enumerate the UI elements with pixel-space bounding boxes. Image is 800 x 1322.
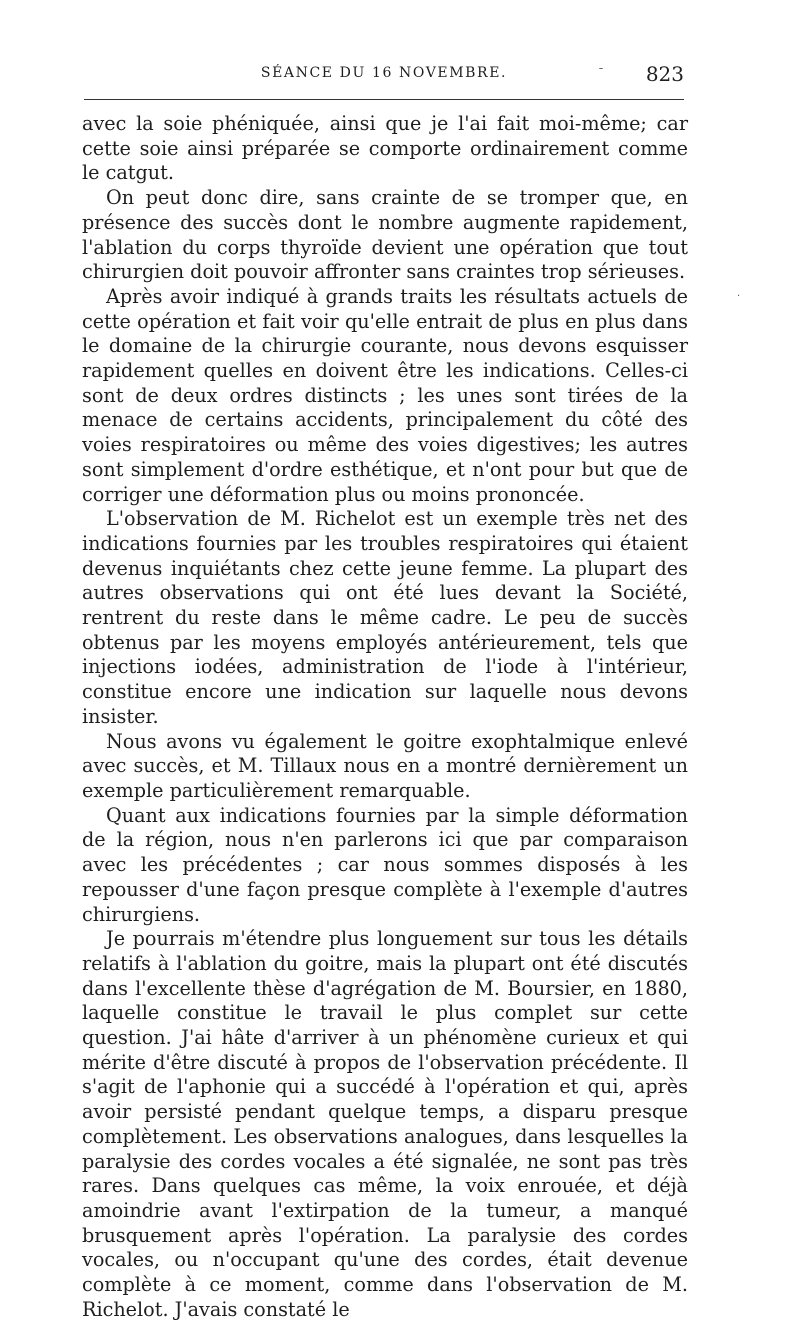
running-title: SÉANCE DU 16 NOVEMBRE.	[260, 65, 508, 81]
paragraph: L'observation de M. Richelot est un exemple très net des indications fournies par les troubles respiratoires qui étaient devenus inquiétants chez cette jeune femme. La plupart des autres observations qui ont été lues devant la Société, rentrent du reste dans le même cadre. Le peu de succès obtenus par les moyens employés antérieurement, tels que injections iodées, administration de l'iode à l'intérieur, constitue encore une indication sur laquelle nous devons insister.	[82, 507, 688, 728]
paragraph: On peut donc dire, sans crainte de se tromper que, en présence des succès dont le nombre augmente rapidement, l'ablation du corps thyroïde devient une opération que tout chirurgien doit pouvoir affronter sans craintes trop sérieuses.	[82, 186, 688, 284]
running-header	[84, 62, 684, 86]
body-text	[82, 112, 688, 1322]
paragraph: Quant aux indications fournies par la simple déformation de la région, nous n'en parlerons ici que par comparaison avec les précédentes ; car nous sommes disposés à les repousser d'une façon presque complète à l'exemple d'autres chirurgiens.	[82, 803, 688, 926]
paragraph: Nous avons vu également le goitre exophtalmique enlevé avec succès, et M. Tillaux nous en a montré dernièrement un exemple particulièrement remarquable.	[82, 729, 688, 802]
page-number: 823	[645, 62, 684, 86]
paragraph: Je pourrais m'étendre plus longuement sur tous les détails relatifs à l'ablation du goitre, mais la plupart ont été discutés dans l'excellente thèse d'agrégation de M. Boursier, en 1880, laquelle constitue le travail le plus complet sur cette question. J'ai hâte d'arriver à un phénomène curieux et qui mérite d'être discuté à propos de l'observation précédente. Il s'agit de l'aphonie qui a succédé à l'opération et qui, après avoir persisté pendant quelque temps, a disparu presque complètement. Les observations analogues, dans lesquelles la paralysie des cordes vocales a été signalée, ne sont pas très rares. Dans quelques cas même, la voix enrouée, et déjà amoindrie avant l'extirpation de la tumeur, a manqué brusquement après l'opération. La paralysie des cordes vocales, ou n'occupant qu'une des cordes, était devenue complète à ce moment, comme dans l'observation de M. Richelot. J'avais constaté le	[82, 927, 688, 1321]
paragraph: Après avoir indiqué à grands traits les résultats actuels de cette opération et fait voir qu'elle entrait de plus en plus dans le domaine de la chirurgie courante, nous devons esquisser rapidement quelles en doivent être les indications. Celles-ci sont de deux ordres distincts ; les unes sont tirées de la menace de certains accidents, principalement du côté des voies respiratoires ou même des voies digestives; les autres sont simplement d'ordre esthétique, et n'ont pour but que de corriger une déformation plus ou moins prononcée.	[82, 284, 688, 506]
header-rule	[84, 99, 684, 100]
paragraph: avec la soie phéniquée, ainsi que je l'ai fait moi-même; car cette soie ainsi préparée se comporte ordinairement comme le catgut.	[82, 112, 688, 185]
stray-dot: ·	[737, 291, 741, 302]
stray-tick-mark: ˉ	[598, 66, 604, 80]
